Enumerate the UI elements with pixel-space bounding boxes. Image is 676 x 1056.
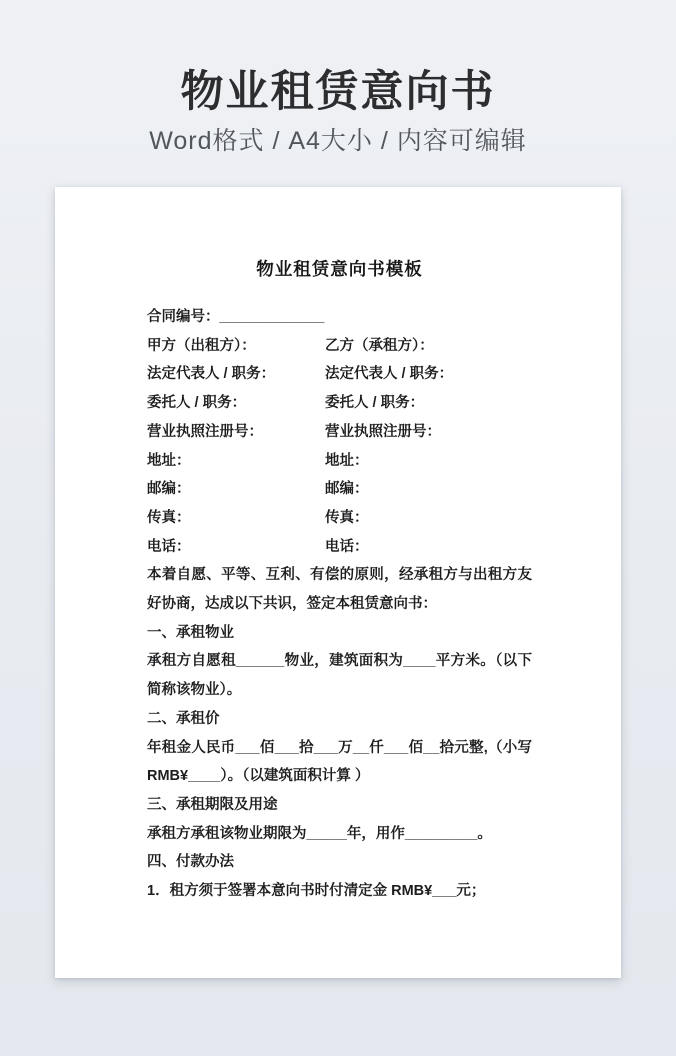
paragraph-deposit: 1．租方须于签署本意向书时付清定金 RMB¥___元； <box>147 883 486 900</box>
party-field-label: 地址： <box>147 452 191 469</box>
document-content <box>55 187 621 906</box>
party-field-label: 法定代表人 / 职务： <box>147 366 276 383</box>
paragraph-rent-price: 年租金人民币___佰___拾___万__仟___佰__拾元整,（小写RMB¥____）。（以建筑面积计算 ） <box>147 739 532 785</box>
paragraph-lease-term: 承租方承租该物业期限为_____年，用作_________。 <box>147 825 492 842</box>
party-row <box>147 504 532 533</box>
paragraph-preamble: 本着自愿、平等、互利、有偿的原则，经承租方与出租方友好协商，达成以下共识，签定本租赁意向书： <box>147 567 532 613</box>
party-field-label: 电话： <box>147 538 191 555</box>
party-row <box>147 475 532 504</box>
party-field-label: 营业执照注册号： <box>147 423 263 440</box>
party-field-label: 委托人 / 职务： <box>147 395 247 412</box>
party-row <box>147 389 532 418</box>
section-heading-1: 一、承租物业 <box>147 624 234 641</box>
party-field-label: 电话： <box>325 538 369 555</box>
paragraph-leased-property: 承租方自愿租______物业，建筑面积为____平方米。（以下简称该物业）。 <box>147 653 532 699</box>
party-field-label: 营业执照注册号： <box>325 423 441 440</box>
section-heading-3: 三、承租期限及用途 <box>147 796 278 813</box>
promo-header <box>0 0 676 156</box>
document-page <box>55 187 621 978</box>
party-row <box>147 332 532 361</box>
party-row <box>147 360 532 389</box>
party-field-label: 邮编： <box>147 481 191 498</box>
party-field-label: 传真： <box>147 509 191 526</box>
party-row <box>147 447 532 476</box>
document-title: 物业租赁意向书模板 <box>256 259 423 279</box>
party-field-label: 乙方（承租方）： <box>325 337 434 354</box>
party-field-label: 地址： <box>325 452 369 469</box>
party-field-label: 法定代表人 / 职务： <box>325 366 454 383</box>
document-body <box>147 303 532 906</box>
page-subtitle: Word格式 / A4大小 / 内容可编辑 <box>149 127 527 155</box>
party-row <box>147 533 532 562</box>
section-heading-2: 二、承租价 <box>147 710 220 727</box>
party-row <box>147 418 532 447</box>
party-field-label: 邮编： <box>325 481 369 498</box>
section-heading-4: 四、付款办法 <box>147 854 234 871</box>
page-title: 物业租赁意向书 <box>180 68 496 116</box>
contract-number-line: 合同编号：_____________ <box>147 309 325 325</box>
party-field-label: 委托人 / 职务： <box>325 395 425 412</box>
party-field-label: 甲方（出租方）： <box>147 337 256 354</box>
party-field-label: 传真： <box>325 509 369 526</box>
